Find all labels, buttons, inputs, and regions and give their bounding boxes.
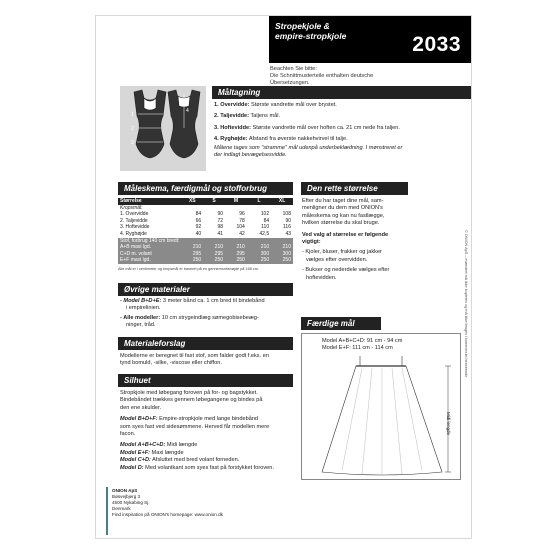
table-cell: 300 (247, 251, 271, 258)
body-measurement-figures (120, 86, 206, 171)
fabric-text: Modellerne er beregnet til fast stof, som falder godt f.eks. en tynd bomuld, -silke, -viscose eller chiffon. (120, 353, 269, 367)
table-cell: 84 (263, 217, 270, 224)
size-chart-heading: Måleskema, færdigmål og stofforbrug (118, 182, 293, 195)
table-cell: 98 (217, 224, 224, 231)
table-cell: 250 (247, 257, 271, 264)
table-cell: 116 (283, 224, 291, 231)
measure-note: Målene tages som "stramme" mål udenpå underbeklædning. I mønstreret er der indlagt bevægelsesvidde. (214, 144, 403, 159)
table-cell: 295 (181, 251, 203, 258)
table-cell: 250 (225, 257, 247, 264)
table-cell: 72 (217, 217, 224, 224)
row-label: 2. Taljevidde (120, 217, 148, 224)
fabric-row (118, 244, 293, 251)
finished-line: Model A+B+C+D: 91 cm - 94 cm (322, 338, 403, 344)
table-row (118, 211, 293, 218)
size-choice-heading: Den rette størrelse (301, 182, 408, 195)
dress-sketch (302, 334, 462, 481)
table-cell: 210 (203, 244, 225, 251)
measuring-heading: Måltagning (212, 86, 471, 99)
pattern-number: 2033 (412, 33, 461, 56)
length-label: Midi lengde (446, 412, 451, 436)
fabric-title-row: Stof, forbrug 140 cm bredt: (118, 238, 293, 245)
materials-list: - Model B+D+E: 3 meter bånd ca. 1 cm bred til bindebånd i empirelinien. - Alle modeller: 10 cm strygeindlæg sømegobisebeæg- ninger, tråd. (120, 298, 292, 330)
size-choice-text: Efter du har taget dine mål, sam- menligner du dem med ONION's måleskema og kan nu fastlægge, hvilken størrelse du skal bruge. Ved valg af størrelse er følgende vigtigt: - Kjoler, bluser, frakker og jakker vælges efter overvidden. - Bukser og nederdele vælges efter hoftevidden. (302, 198, 390, 281)
row-label: 1. Overvidde (120, 211, 149, 218)
table-cell: 102 (260, 211, 270, 218)
fabric-heading: Materialeforslag (118, 337, 293, 350)
measuring-list (214, 102, 469, 159)
table-cell: 210 (271, 244, 293, 251)
table-row (118, 218, 293, 225)
row-label: 4. Ryghøjde (120, 230, 147, 237)
table-cell: 78 (239, 217, 245, 224)
table-cell: 42,5 (259, 230, 270, 237)
svg-text:2: 2 (131, 126, 134, 132)
table-cell: 295 (225, 251, 247, 258)
measure-item: 1. Overvidde: Største vandrette mål over brystet. (214, 102, 337, 108)
fabric-row (118, 251, 293, 258)
material-item: - Alle modeller: 10 cm strygeindlæg sømegobisebeæg- (120, 314, 259, 321)
table-cell: 210 (181, 244, 203, 251)
materials-heading: Øvrige materialer (118, 283, 293, 296)
size-table (118, 198, 293, 264)
size-chart (118, 198, 293, 271)
table-cell: 92 (195, 224, 202, 231)
row-label: C+D m. volant (118, 251, 181, 258)
table-cell: 108 (282, 211, 291, 218)
table-cell: 66 (195, 217, 202, 224)
svg-text:1: 1 (131, 112, 134, 118)
table-row (118, 231, 293, 238)
table-cell: 210 (225, 244, 247, 251)
row-label: E+F maxi lgd. (118, 257, 181, 264)
svg-text:4: 4 (186, 108, 189, 114)
translation-note: Beachten Sie bitte: Die Schnittmusterteile enthalten deutsche Übersetzungen. (270, 66, 374, 86)
table-cell: 300 (271, 251, 293, 258)
table-cell: 96 (239, 211, 245, 218)
silhouette-text: Stropkjole med løbegang foroven på for- og bagstykket. Bindebåndet trækkes gennem løbegangene og bindes på den ene skulder. Model B+D+F: Empire-stropkjole med lange bindebånd som syes fast ved sidesømmene. Herved får modellen mere facon. Model A+B+C+D: Midi længde Model E+F: Maxi længde Model C+D: Afsluttet med bred volant forneden. Model D: Med volantkant som syes fast på forstykket foroven. (120, 390, 274, 471)
fabric-row (118, 257, 293, 264)
finished-measurements-box (301, 333, 461, 480)
size-chart-footnote: Alle mål er i centimeter og kropsmål er baseret på en gennemsnitshøjde på 168 cm. (118, 266, 259, 271)
material-item: - Model B+D+E: 3 meter bånd ca. 1 cm bred til bindebånd (120, 298, 265, 304)
finished-heading: Færdige mål (301, 317, 381, 330)
silhouette-heading: Silhuet (118, 374, 293, 387)
table-cell: 42 (239, 230, 245, 237)
measure-item: 3. Hoftevidde: Største vandrette mål over hoften ca. 21 cm nede fra taljen. (214, 124, 400, 131)
table-subheader: Kropsmål: (120, 204, 143, 211)
measure-item: 2. Taljevidde: Taljens mål. (214, 113, 281, 120)
svg-text:3: 3 (131, 140, 134, 146)
finished-line: Model E+F: 111 cm - 114 cm (322, 345, 393, 351)
measure-item: 4. Ryghøjde: Afstand fra øverste nakkehvirvel til talje. (214, 136, 348, 143)
row-label: A+B maxi lgd. (118, 244, 181, 251)
table-cell: 90 (285, 217, 291, 224)
table-cell: 295 (203, 251, 225, 258)
table-cell: 250 (181, 257, 203, 264)
table-cell: 250 (271, 257, 293, 264)
footer-accent-line (106, 487, 108, 535)
footer-address: ONION ApS Bøsvejbjerg 3 4500 Nykøbing Sj. Denmark Find inspiration på ONION's homepage: www.onion.dk (112, 488, 223, 517)
table-cell: 90 (217, 211, 224, 218)
copyright-side-notice: © ONION ApS – mønstret må ikke kopieres og må ikke bruges i kommerciel henseende (464, 230, 468, 378)
table-row (118, 224, 293, 231)
table-cell: 43 (285, 230, 291, 237)
header-banner (269, 16, 471, 63)
table-cell: 110 (261, 224, 270, 231)
table-cell: 210 (247, 244, 271, 251)
table-cell: 84 (195, 211, 202, 218)
pattern-sheet (95, 15, 472, 539)
table-cell: 104 (236, 224, 245, 231)
table-cell: 40 (195, 230, 202, 237)
table-header-row: Størrelse XS S M L XL (118, 198, 293, 205)
table-cell: 250 (203, 257, 225, 264)
pattern-title: Stropekjole & empire-stropkjole (275, 21, 347, 41)
table-cell: 41 (217, 230, 224, 237)
row-label: 3. Hoftevidde (120, 224, 150, 231)
